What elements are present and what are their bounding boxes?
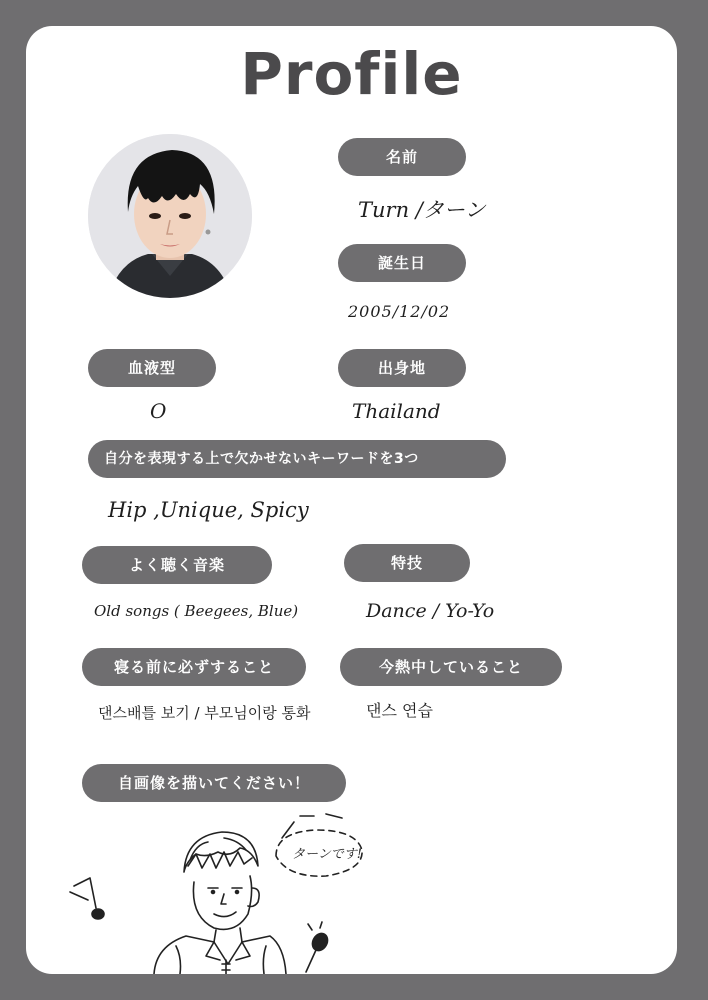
label-blood-type: 血液型 — [88, 349, 216, 387]
value-before-sleep: 댄스배틀 보기 / 부모님이랑 통화 — [98, 704, 311, 722]
music-note-icon — [74, 878, 96, 908]
value-birthplace: Thailand — [352, 399, 441, 423]
label-birthday: 誕生日 — [338, 244, 466, 282]
value-birthday: 2005/12/02 — [348, 302, 451, 321]
value-name: Turn /ターン — [358, 198, 486, 222]
label-birthplace: 出身地 — [338, 349, 466, 387]
page-title: Profile — [240, 40, 463, 108]
label-before-sleep: 寝る前に必ずすること — [82, 648, 306, 686]
profile-photo — [88, 134, 252, 298]
value-keywords: Hip ,Unique, Spicy — [108, 498, 309, 522]
microphone-icon — [306, 922, 331, 972]
label-obsession: 今熱中していること — [340, 648, 562, 686]
value-skill: Dance / Yo-Yo — [366, 600, 495, 622]
label-music: よく聴く音楽 — [82, 546, 272, 584]
value-obsession: 댄스 연습 — [366, 701, 433, 720]
profile-sheet — [26, 26, 677, 974]
value-blood-type: O — [150, 399, 167, 423]
self-portrait-drawing — [26, 796, 677, 974]
speech-bubble-text: ターンです! — [292, 847, 362, 862]
label-name: 名前 — [338, 138, 466, 176]
label-skill: 特技 — [344, 544, 470, 582]
label-self-portrait: 自画像を描いてください！ — [82, 764, 346, 802]
value-music: Old songs ( Beegees, Blue) — [94, 602, 299, 620]
label-keywords: 自分を表現する上で欠かせないキーワードを3つ — [88, 440, 506, 478]
